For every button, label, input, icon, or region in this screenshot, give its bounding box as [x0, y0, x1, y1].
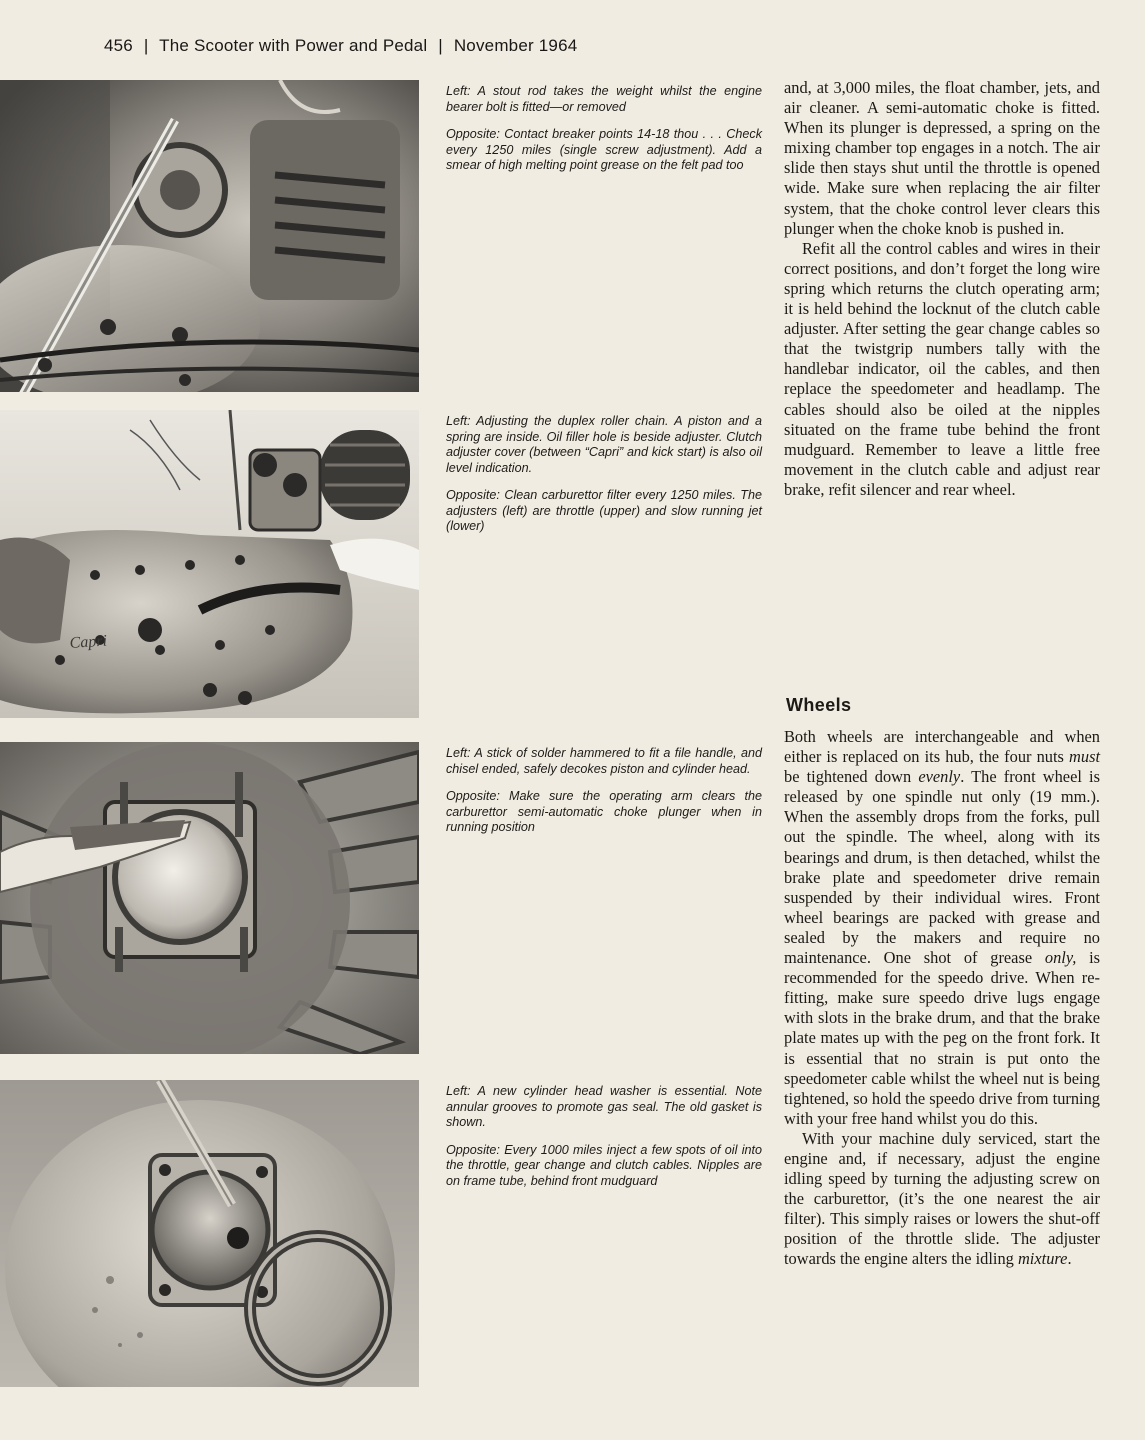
- crankcase-photo-illustration: [0, 410, 419, 718]
- caption-opposite-text: Opposite: Make sure the operating arm clears the carburettor semi-automatic choke plunger when in running position: [446, 789, 762, 834]
- cylinder-head-photo-illustration: [0, 1080, 419, 1387]
- caption-opposite-text: Opposite: Clean carburettor filter every 1250 miles. The adjusters (left) are throttle (upper) and slow running jet (lower): [446, 488, 762, 533]
- engine-photo-illustration: [0, 80, 419, 392]
- header-separator: |: [438, 36, 443, 55]
- caption-photo-1: [446, 84, 762, 186]
- text-run: is recommended for the speedo drive. When re-fitting, make sure speedo drive lugs engage with slots in the brake drum, and that the brake plate mates up with the peg on the front fork. It is essential that no strain is put onto the speedometer cable whilst the wheel nut is being tightened, so hold the speedo drive from turning with your free hand whilst you do this.: [784, 948, 1101, 1128]
- emphasis: mixture: [1017, 1249, 1068, 1269]
- caption-photo-2: [446, 414, 762, 547]
- header-separator: |: [143, 36, 149, 55]
- running-header: [104, 36, 577, 56]
- cylinder-photo-illustration: [0, 742, 419, 1054]
- caption-left-text: Left: A new cylinder head washer is essential. Note annular grooves to promote gas seal. The old gasket is shown.: [446, 1084, 762, 1129]
- body-column-top: [784, 78, 1100, 500]
- photo-cylinder-head-washer: [0, 1080, 419, 1387]
- caption-opposite-text: Opposite: Every 1000 miles inject a few spots of oil into the throttle, gear change and clutch cables. Nipples are on frame tube, behind front mudguard: [446, 1142, 762, 1188]
- section-heading-wheels: Wheels: [786, 695, 852, 715]
- page-number: 456: [104, 36, 133, 55]
- caption-photo-4: [446, 1084, 762, 1201]
- caption-left-text: Left: A stout rod takes the weight whilst the engine bearer bolt is fitted—or removed: [446, 84, 762, 114]
- photo-decoking-piston: [0, 742, 419, 1054]
- magazine-article-title: The Scooter with Power and Pedal: [159, 36, 428, 55]
- body-paragraph: Refit all the control cables and wires in their correct positions, and don’t forget the long wire spring which returns the clutch operating arm; it is held behind the locknut of the clutch cable adjuster. After setting the gear change cables so that the twistgrip numbers tally with the handlebar indicator, oil the cables, and then replace the speedometer and headlamp. The cables should also be oiled at the nipples situated on the frame tube behind the front mudguard. Remember to leave a little free movement in the clutch cable and adjust rear brake, refit silencer and rear wheel.: [784, 238, 1100, 499]
- text-run: With your machine duly serviced, start the engine and, if necessary, adjust the engine idling speed by turning the adjusting screw on the carburettor, (it’s the one nearest the air filter). This simply raises or lowers the shut-off position of the throttle slide. The adjuster towards the engine alters the idling: [784, 1128, 1100, 1269]
- text-run: .: [1067, 1249, 1072, 1269]
- photo-engine-bearer-bolt: [0, 80, 419, 392]
- emphasis: only,: [1044, 948, 1077, 968]
- text-run: . The front wheel is released by one spindle nut only (19 mm.). When the assembly drops from the forks, pull out the spindle. The wheel, along with its bearings and drum, is then detached, whilst the brake plate and speedometer drive remain suspended by their individual wires. Front wheel bearings are packed with grease and sealed by the makers and require no maintenance. One shot of grease: [784, 767, 1100, 968]
- body-paragraph: [784, 1129, 1100, 1270]
- emphasis: evenly: [918, 767, 961, 787]
- caption-opposite-text: Opposite: Contact breaker points 14-18 thou . . . Check every 1250 miles (single screw adjustment). Add a smear of high melting point grease on the felt pad too: [446, 127, 762, 172]
- body-paragraph: and, at 3,000 miles, the float chamber, jets, and air cleaner. A semi-automatic choke is fitted. When its plunger is depressed, a spring on the mixing chamber top engages in a notch. The air slide then stays shut until the throttle is opened wide. Make sure when replacing the air filter system, that the choke control lever clears this plunger when the choke knob is pushed in.: [784, 78, 1100, 238]
- caption-photo-3: [446, 746, 762, 848]
- capri-emblem: Capri: [69, 632, 108, 652]
- caption-left-text: Left: A stick of solder hammered to fit a file handle, and chisel ended, safely decokes piston and cylinder head.: [446, 746, 762, 776]
- photo-duplex-roller-chain: [0, 410, 419, 718]
- emphasis: must: [1069, 747, 1100, 767]
- text-run: be tightened down: [784, 767, 919, 787]
- body-paragraph: [784, 727, 1100, 1129]
- caption-left-text: Left: Adjusting the duplex roller chain. A piston and a spring are inside. Oil filler hole is beside adjuster. Clutch adjuster cover (between “Capri” and kick start) is also oil level indication.: [446, 414, 762, 475]
- body-column-bottom: [784, 727, 1100, 1270]
- issue-date: November 1964: [453, 36, 578, 55]
- text-run: Both wheels are interchangeable and when either is replaced on its hub, the four nuts: [784, 727, 1100, 767]
